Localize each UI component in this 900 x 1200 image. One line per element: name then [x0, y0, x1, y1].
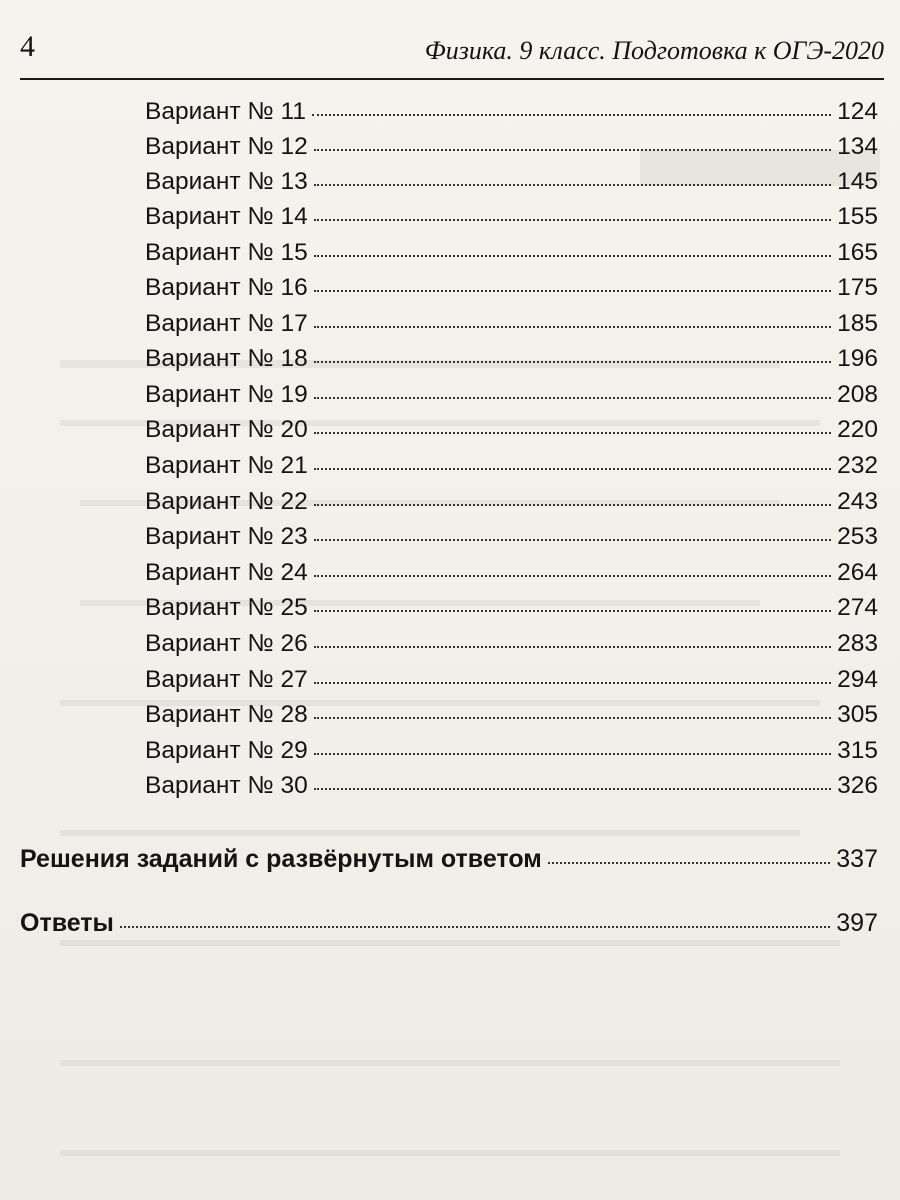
- toc-entry-title: Вариант № 16: [145, 274, 308, 301]
- toc-entry-page: 145: [837, 168, 878, 195]
- toc-entry: [145, 699, 878, 731]
- dot-leader: [314, 503, 831, 506]
- toc-entry-page: 243: [837, 488, 878, 515]
- toc-entry-page: 134: [837, 133, 878, 160]
- toc-entry: [145, 770, 878, 802]
- toc-entry-title: Вариант № 17: [145, 310, 308, 337]
- toc-entry: [145, 272, 878, 304]
- dot-leader: [314, 360, 831, 363]
- toc-entry-page: 232: [837, 452, 878, 479]
- toc-section-entry: [20, 843, 878, 875]
- toc-entry: [145, 735, 878, 767]
- dot-leader: [312, 113, 831, 116]
- dot-leader: [548, 861, 831, 864]
- dot-leader: [314, 716, 831, 719]
- dot-leader: [314, 752, 831, 755]
- toc-entry-page: 165: [837, 239, 878, 266]
- toc-entry-title: Вариант № 28: [145, 701, 308, 728]
- toc-entry: [145, 521, 878, 553]
- toc-entry-page: 124: [837, 98, 878, 125]
- dot-leader: [314, 183, 831, 186]
- toc-entry-title: Вариант № 15: [145, 239, 308, 266]
- toc-entry-page: 264: [837, 559, 878, 586]
- toc-entry-page: 315: [837, 737, 878, 764]
- toc-entry-title: Вариант № 25: [145, 594, 308, 621]
- toc-entry-page: 220: [837, 416, 878, 443]
- toc-entry: [145, 166, 878, 198]
- toc-entry-title: Вариант № 14: [145, 203, 308, 230]
- dot-leader: [314, 538, 831, 541]
- toc-entry: [145, 201, 878, 233]
- toc-entry: [145, 486, 878, 518]
- toc-entry: [145, 308, 878, 340]
- toc-entry-title: Вариант № 18: [145, 345, 308, 372]
- toc-entry-page: 305: [837, 701, 878, 728]
- toc-entry-page: 155: [837, 203, 878, 230]
- toc-entry-title: Вариант № 27: [145, 666, 308, 693]
- toc-entry-page: 294: [837, 666, 878, 693]
- dot-leader: [314, 325, 831, 328]
- toc-entry: [145, 96, 878, 128]
- dot-leader: [314, 681, 831, 684]
- dot-leader: [314, 254, 831, 257]
- toc-entry-title: Вариант № 29: [145, 737, 308, 764]
- toc-entry: [145, 628, 878, 660]
- toc-entry: [145, 592, 878, 624]
- page-number: 4: [20, 30, 35, 63]
- dot-leader: [314, 574, 831, 577]
- toc-entry-page: 175: [837, 274, 878, 301]
- toc-entry-page: 253: [837, 523, 878, 550]
- dot-leader: [314, 467, 831, 470]
- toc-entry: [145, 664, 878, 696]
- toc-entry-title: Вариант № 12: [145, 133, 308, 160]
- toc-entry-page: 274: [837, 594, 878, 621]
- toc-section-entry: [20, 907, 878, 939]
- page-header: [20, 30, 884, 80]
- toc-entry: [145, 450, 878, 482]
- toc-entry: [145, 414, 878, 446]
- toc-entry-title: Вариант № 13: [145, 168, 308, 195]
- toc-entry-title: Вариант № 30: [145, 772, 308, 799]
- toc-section-title: Ответы: [20, 909, 114, 937]
- dot-leader: [314, 396, 831, 399]
- running-title: Физика. 9 класс. Подготовка к ОГЭ-2020: [424, 36, 884, 65]
- toc-entry-title: Вариант № 26: [145, 630, 308, 657]
- toc-entry: [145, 237, 878, 269]
- dot-leader: [120, 925, 830, 928]
- toc-entry-title: Вариант № 21: [145, 452, 308, 479]
- dot-leader: [314, 609, 831, 612]
- toc-entry-page: 185: [837, 310, 878, 337]
- dot-leader: [314, 431, 831, 434]
- toc-entry-title: Вариант № 11: [145, 98, 306, 125]
- toc-entry-title: Вариант № 24: [145, 559, 308, 586]
- toc-entry-page: 283: [837, 630, 878, 657]
- dot-leader: [314, 289, 831, 292]
- toc-entry-page: 196: [837, 345, 878, 372]
- dot-leader: [314, 218, 831, 221]
- toc-entry-page: 326: [837, 772, 878, 799]
- toc-entry: [145, 343, 878, 375]
- dot-leader: [314, 787, 831, 790]
- toc-entry: [145, 379, 878, 411]
- toc-entry-title: Вариант № 19: [145, 381, 308, 408]
- dot-leader: [314, 148, 831, 151]
- dot-leader: [314, 645, 831, 648]
- toc-entry: [145, 557, 878, 589]
- toc-entry-title: Вариант № 23: [145, 523, 308, 550]
- toc-entry: [145, 131, 878, 163]
- toc-section-title: Решения заданий с развёрнутым ответом: [20, 845, 542, 873]
- toc-section-page: 337: [836, 845, 878, 873]
- toc-entry-title: Вариант № 22: [145, 488, 308, 515]
- toc-section-page: 397: [836, 909, 878, 937]
- toc-entry-page: 208: [837, 381, 878, 408]
- toc-entry-title: Вариант № 20: [145, 416, 308, 443]
